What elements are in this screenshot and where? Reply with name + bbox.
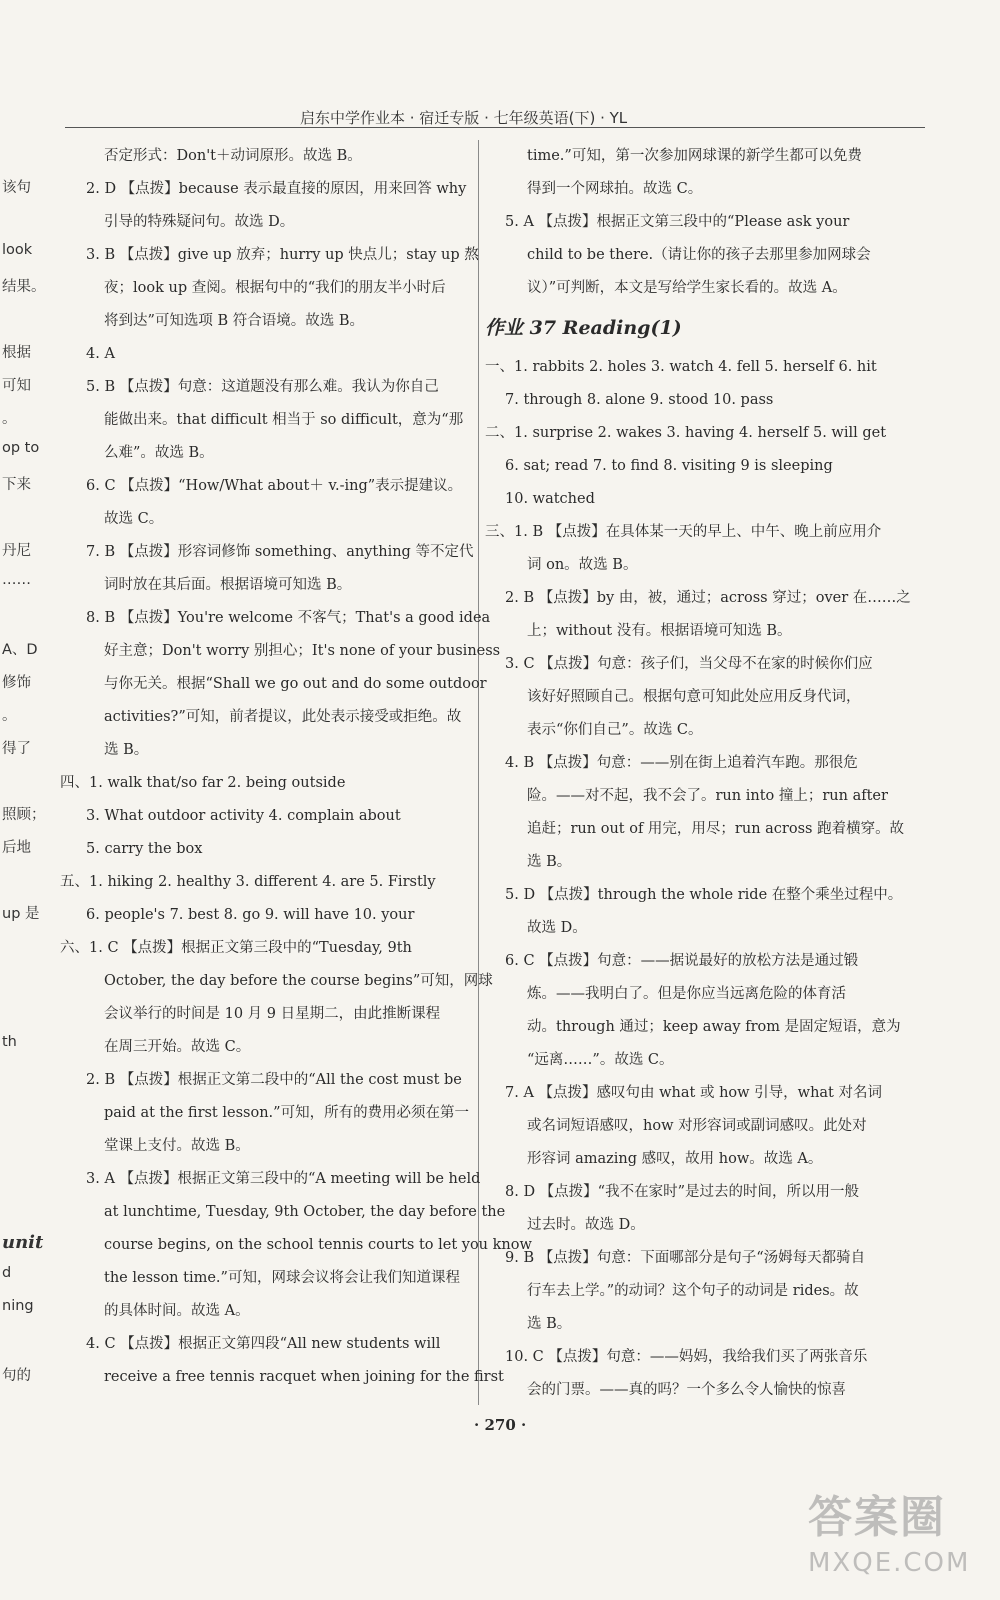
text-line: 会的门票。——真的吗？一个多么令人愉快的惊喜 xyxy=(527,1382,846,1398)
text-line: course begins, on the school tennis courts to let you know xyxy=(104,1237,532,1253)
text-line: 好主意；Don't worry 别担心；It's none of your business xyxy=(104,643,501,659)
text-line: 选 B。 xyxy=(527,1316,572,1332)
text-line: 5. D 【点拨】through the whole ride 在整个乘坐过程中。 xyxy=(505,887,903,903)
text-line: 四、1. walk that/so far 2. being outside xyxy=(60,775,346,791)
margin-fragment: 。 xyxy=(2,708,17,724)
text-line: 3. A 【点拨】根据正文第三段中的“A meeting will be held xyxy=(86,1171,481,1187)
page-number: · 270 · xyxy=(474,1416,527,1434)
text-line: 二、1. surprise 2. wakes 3. having 4. herself 5. will get xyxy=(485,425,887,441)
margin-fragment: 得了 xyxy=(2,741,31,757)
margin-fragment: …… xyxy=(2,572,31,588)
text-line: paid at the first lesson.”可知，所有的费用必须在第一 xyxy=(104,1105,470,1121)
margin-fragment: 可知 xyxy=(2,378,31,394)
text-line: 10. C 【点拨】句意：——妈妈，我给我们买了两张音乐 xyxy=(505,1349,868,1365)
text-line: 7. A 【点拨】感叹句由 what 或 how 引导，what 对名词 xyxy=(505,1085,882,1101)
header-rule xyxy=(65,127,925,128)
text-line: 4. A xyxy=(86,346,115,362)
text-line: 一、1. rabbits 2. holes 3. watch 4. fell 5. herself 6. hit xyxy=(485,359,877,375)
text-line: 4. B 【点拨】句意：——别在街上追着汽车跑。那很危 xyxy=(505,755,858,771)
text-line: receive a free tennis racquet when joining for the first xyxy=(104,1369,504,1385)
text-line: October, the day before the course begins”可知，网球 xyxy=(104,973,493,989)
text-line: 会议举行的时间是 10 月 9 日星期二，由此推断课程 xyxy=(104,1006,441,1022)
text-line: 2. B 【点拨】by 由，被，通过；across 穿过；over 在……之 xyxy=(505,590,911,606)
text-line: 选 B。 xyxy=(104,742,149,758)
text-line: 3. C 【点拨】句意：孩子们，当父母不在家的时候你们应 xyxy=(505,656,873,672)
text-line: 将到达”可知选项 B 符合语境。故选 B。 xyxy=(104,313,365,329)
text-line: 追赶；run out of 用完，用尽；run across 跑着横穿。故 xyxy=(527,821,905,837)
text-line: 2. B 【点拨】根据正文第二段中的“All the cost must be xyxy=(86,1072,462,1088)
text-line: “远离……”。故选 C。 xyxy=(527,1052,674,1068)
text-line: 故选 C。 xyxy=(104,511,164,527)
text-line: 议）”可判断，本文是写给学生家长看的。故选 A。 xyxy=(527,280,847,296)
text-line: 6. people's 7. best 8. go 9. will have 10. your xyxy=(86,907,415,923)
margin-fragment: look xyxy=(2,242,33,258)
text-line: 上；without 没有。根据语境可知选 B。 xyxy=(527,623,792,639)
text-line: 6. sat; read 7. to find 8. visiting 9 is sleeping xyxy=(505,458,833,474)
text-line: 9. B 【点拨】句意：下面哪部分是句子“汤姆每天都骑自 xyxy=(505,1250,866,1266)
text-line: 2. D 【点拨】because 表示最直接的原因，用来回答 why xyxy=(86,181,467,197)
margin-fragment: 后地 xyxy=(2,840,31,856)
text-line: 能做出来。that difficult 相当于 so difficult，意为“那 xyxy=(104,412,464,428)
text-line: child to be there.（请让你的孩子去那里参加网球会 xyxy=(527,247,871,263)
text-line: 或名词短语感叹，how 对形容词或副词感叹。此处对 xyxy=(527,1118,867,1134)
text-line: 在周三开始。故选 C。 xyxy=(104,1039,251,1055)
text-line: 险。——对不起，我不会了。run into 撞上；run after xyxy=(527,788,888,804)
watermark-top: 答案圈 xyxy=(808,1492,946,1543)
text-line: 4. C 【点拨】根据正文第四段“All new students will xyxy=(86,1336,441,1352)
adjacent-page-margin xyxy=(0,0,44,1600)
margin-fragment: 根据 xyxy=(2,345,31,361)
text-line: 8. B 【点拨】You're welcome 不客气；That's a good idea xyxy=(86,610,491,626)
margin-fragment: 结果。 xyxy=(2,279,46,295)
text-line: 五、1. hiking 2. healthy 3. different 4. are 5. Firstly xyxy=(60,874,436,890)
text-line: 得到一个网球拍。故选 C。 xyxy=(527,181,703,197)
right-column xyxy=(485,140,911,1407)
text-line: 与你无关。根据“Shall we go out and do some outdoor xyxy=(104,676,487,692)
text-line: 形容词 amazing 感叹，故用 how。故选 A。 xyxy=(527,1151,823,1167)
margin-fragment: 句的 xyxy=(2,1368,31,1384)
margin-fragment: 照顾； xyxy=(2,807,46,823)
margin-fragment: unit xyxy=(2,1232,44,1253)
text-line: 动。through 通过；keep away from 是固定短语，意为 xyxy=(527,1019,901,1035)
text-line: 3. What outdoor activity 4. complain about xyxy=(86,808,401,824)
page-header: 启东中学作业本 · 宿迁专版 · 七年级英语(下) · YL xyxy=(300,109,628,127)
watermark-logo xyxy=(808,1488,980,1593)
text-line: 炼。——我明白了。但是你应当远离危险的体育活 xyxy=(527,986,846,1002)
margin-fragment: 修饰 xyxy=(2,675,31,691)
section-title: 作业 37 Reading(1) xyxy=(485,317,682,339)
text-line: time.”可知，第一次参加网球课的新学生都可以免费 xyxy=(527,148,862,164)
margin-fragment: 丹尼 xyxy=(2,543,31,559)
text-line: activities?”可知，前者提议，此处表示接受或拒绝。故 xyxy=(104,709,462,725)
text-line: 词 on。故选 B。 xyxy=(527,557,638,573)
text-line: 6. C 【点拨】“How/What about＋ v.-ing”表示提建议。 xyxy=(86,478,463,494)
text-line: 8. D 【点拨】“我不在家时”是过去的时间，所以用一般 xyxy=(505,1184,860,1200)
text-line: 故选 D。 xyxy=(527,920,587,936)
margin-fragment: up 是 xyxy=(2,906,40,922)
text-line: 该好好照顾自己。根据句意可知此处应用反身代词， xyxy=(527,689,861,705)
text-line: 否定形式：Don't＋动词原形。故选 B。 xyxy=(104,148,362,164)
margin-fragment: 下来 xyxy=(2,477,31,493)
text-line: at lunchtime, Tuesday, 9th October, the day before the xyxy=(104,1204,506,1220)
margin-fragment: op to xyxy=(2,440,40,456)
text-line: 夜；look up 查阅。根据句中的“我们的朋友半小时后 xyxy=(104,280,446,296)
text-line: the lesson time.”可知，网球会议将会让我们知道课程 xyxy=(104,1270,460,1286)
watermark-bottom: MXQE.COM xyxy=(808,1548,971,1578)
text-line: 过去时。故选 D。 xyxy=(527,1217,645,1233)
text-line: 三、1. B 【点拨】在具体某一天的早上、中午、晚上前应用介 xyxy=(485,524,882,540)
text-line: 5. carry the box xyxy=(86,841,203,857)
text-line: 词时放在其后面。根据语境可知选 B。 xyxy=(104,577,352,593)
text-line: 5. B 【点拨】句意：这道题没有那么难。我认为你自己 xyxy=(86,379,439,395)
text-line: 六、1. C 【点拨】根据正文第三段中的“Tuesday, 9th xyxy=(60,940,412,956)
text-line: 堂课上支付。故选 B。 xyxy=(104,1138,250,1154)
margin-fragment: ning xyxy=(2,1298,34,1314)
left-column xyxy=(60,140,532,1394)
text-line: 么难”。故选 B。 xyxy=(104,445,214,461)
text-line: 5. A 【点拨】根据正文第三段中的“Please ask your xyxy=(505,214,850,230)
margin-fragment: th xyxy=(2,1034,17,1050)
text-line: 引导的特殊疑问句。故选 D。 xyxy=(104,214,295,230)
margin-fragment: 。 xyxy=(2,411,17,427)
text-line: 10. watched xyxy=(505,491,595,507)
text-line: 7. through 8. alone 9. stood 10. pass xyxy=(505,392,774,408)
text-line: 3. B 【点拨】give up 放弃；hurry up 快点儿；stay up 熬 xyxy=(86,247,479,263)
text-line: 的具体时间。故选 A。 xyxy=(104,1303,250,1319)
margin-fragment: d xyxy=(2,1265,12,1281)
text-line: 7. B 【点拨】形容词修饰 something、anything 等不定代 xyxy=(86,544,474,560)
margin-fragment: A、D xyxy=(2,642,38,658)
text-line: 6. C 【点拨】句意：——据说最好的放松方法是通过锻 xyxy=(505,953,859,969)
text-line: 选 B。 xyxy=(527,854,572,870)
text-line: 行车去上学。”的动词？这个句子的动词是 rides。故 xyxy=(527,1283,859,1299)
margin-fragment: 该句 xyxy=(2,180,31,196)
text-line: 表示“你们自己”。故选 C。 xyxy=(527,722,703,738)
